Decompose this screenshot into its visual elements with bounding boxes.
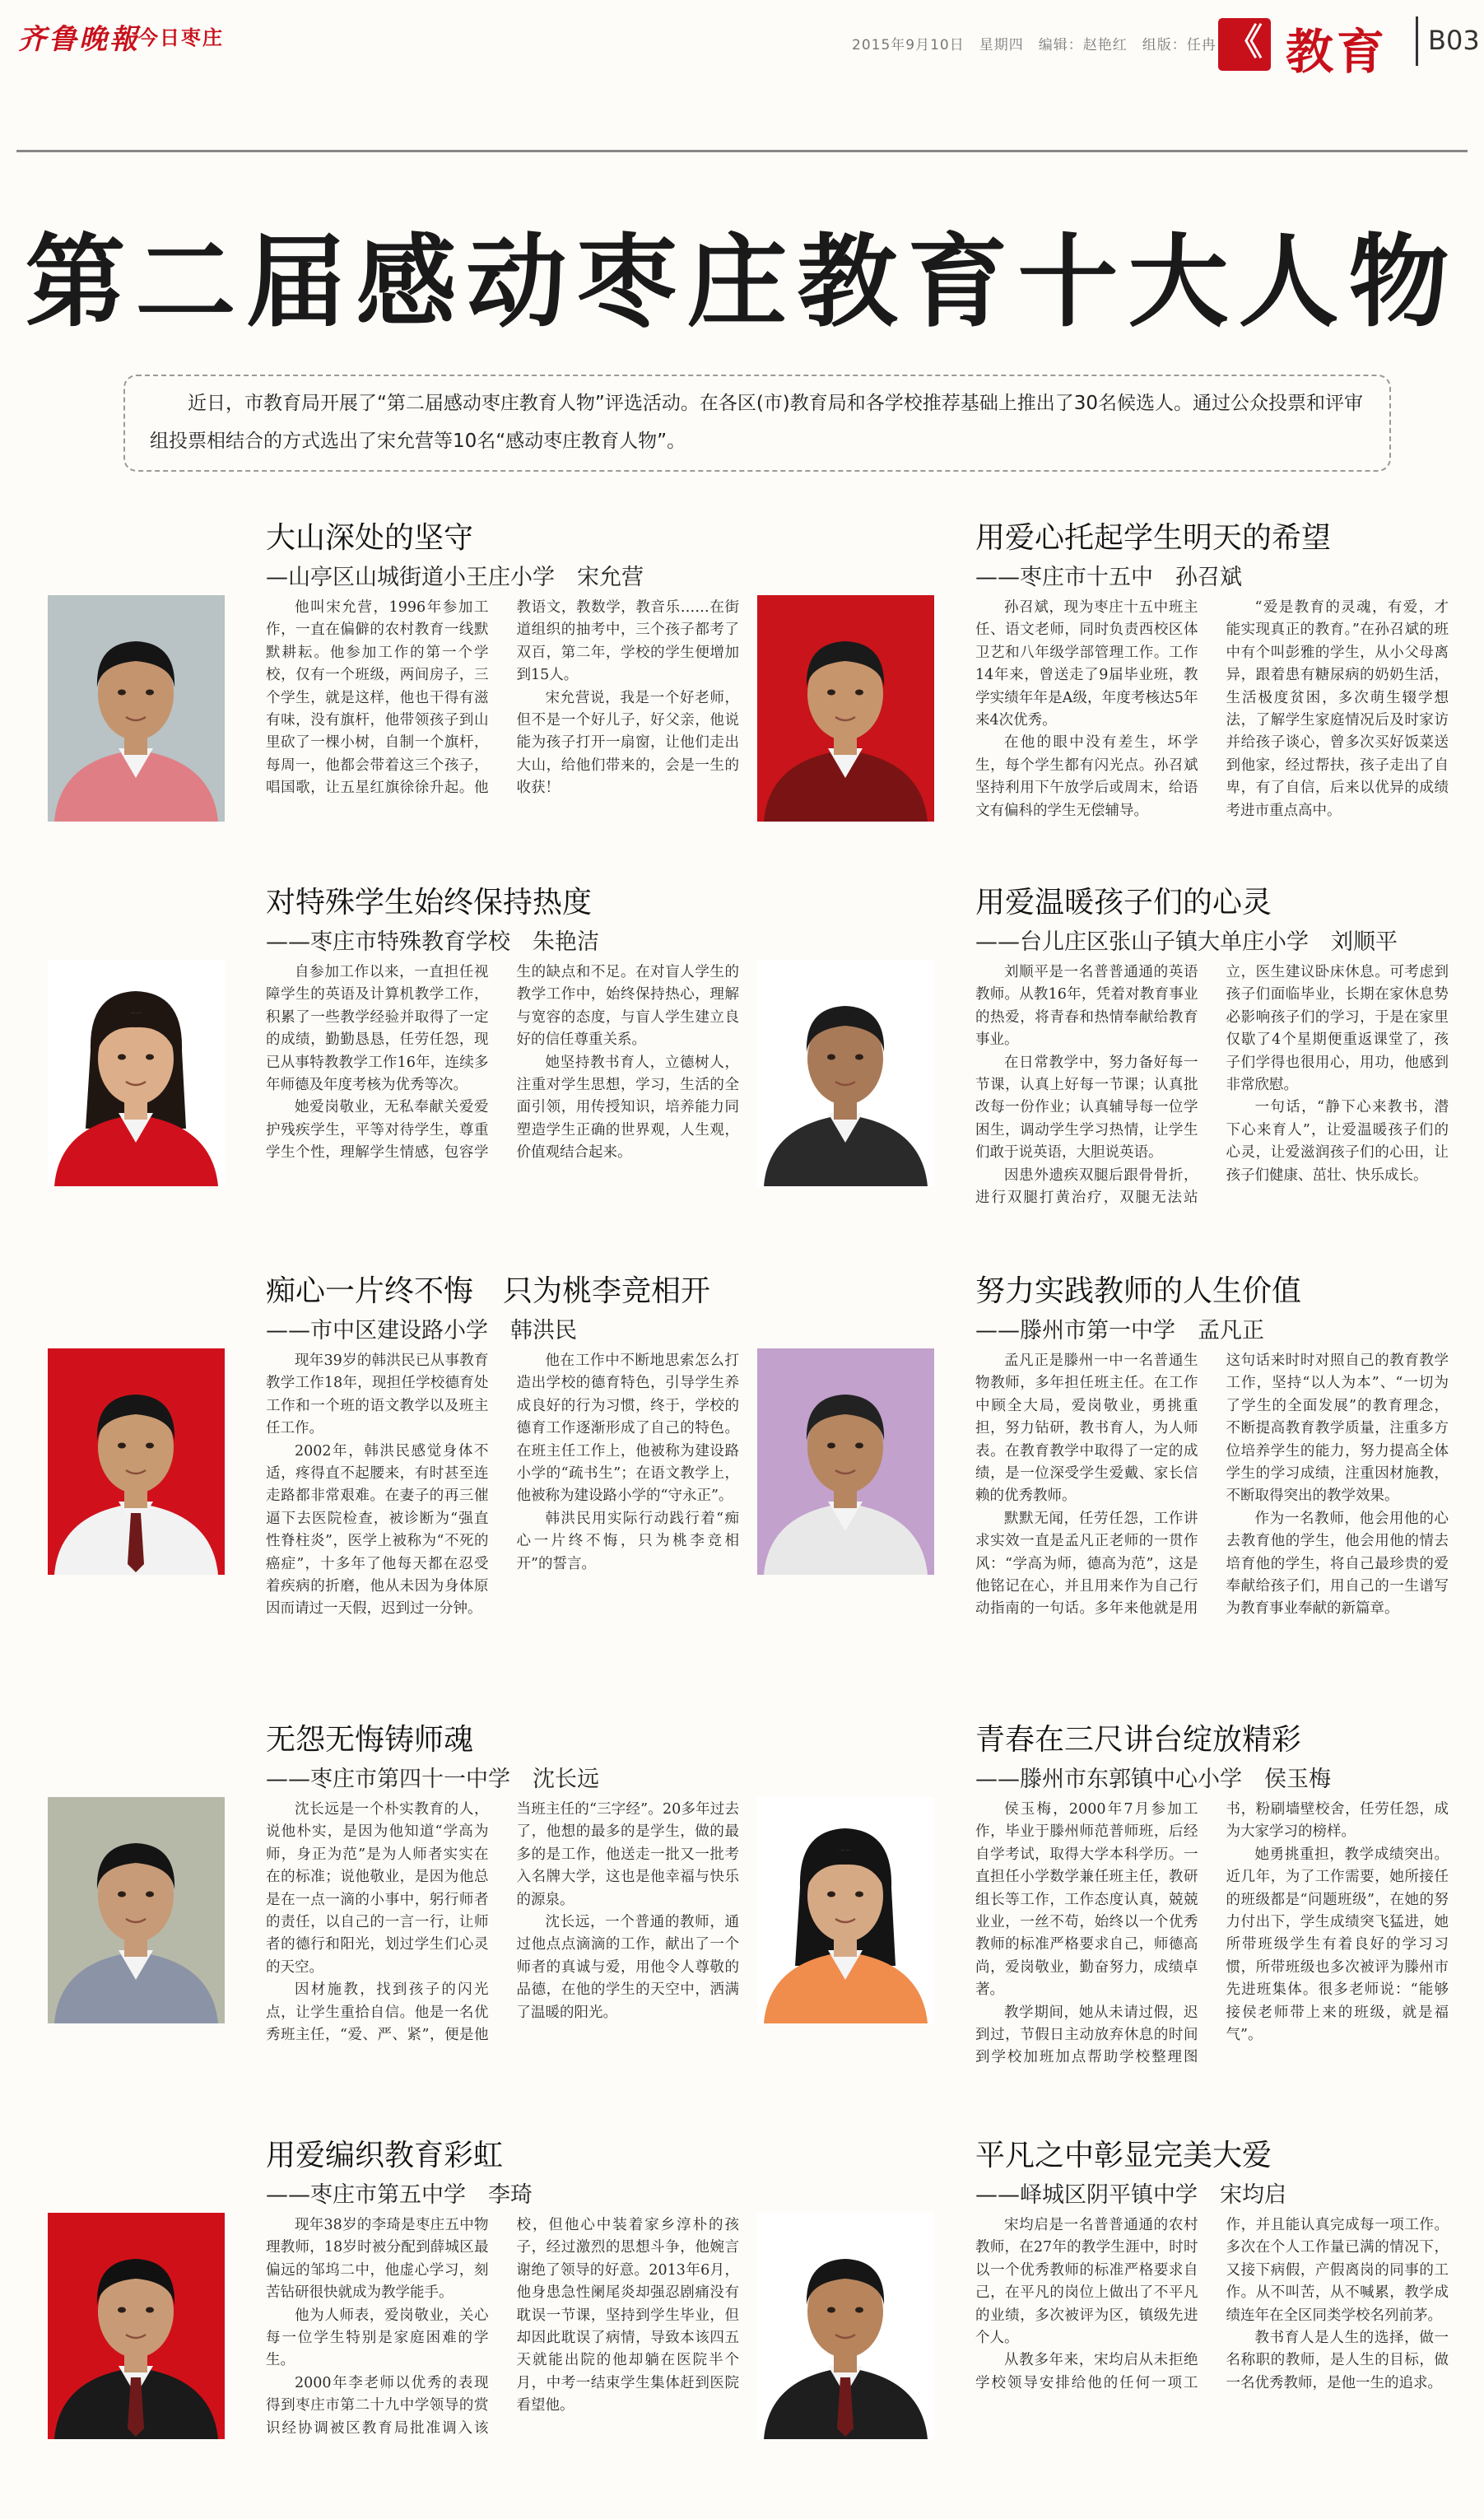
profile-subtitle: ——枣庄市第四十一中学 沈长远 [266,1767,599,1792]
profile-title: 青春在三尺讲台绽放精彩 [975,1723,1302,1757]
body-paragraph: 自参加工作以来，一直担任视障学生的英语及计算机教学工作，积累了一些教学经验并取得了一定的成绩，勤勤恳恳，任劳任怨，现已从事特教教学工作16年，连续多年师德及年度考核为优秀等次。 [266,964,489,1094]
body-paragraph: 作为一名教师，他会用他的心去教育他的学生，他会用他的情去培育他的学生，将自己最珍贵的爱奉献给孩子们，用自己的一生谱写为教育事业奉献的新篇章。 [1226,1510,1449,1618]
body-paragraph: 她坚持教书育人，立德树人，注重对学生思想，学习，生活的全面引领，用传授知识，培养能力同塑造学生正确的世界观，人生观，价值观结合起来。 [516,1054,739,1162]
body-paragraph: 在他的眼中没有差生，坏学生，每个学生都有闪光点。孙召斌坚持利用下午放学后或周末，给语文有偏科的学生无偿辅导。 [975,734,1198,819]
profile-subtitle: ——市中区建设路小学 韩洪民 [266,1318,577,1343]
body-paragraph: 宋均启是一名普普通通的农村教师，在27年的教学生涯中，时时以一个优秀教师的标准严格要求自己，在平凡的岗位上做出了不平凡的业绩，多次被评为区，镇级先进个人。 [975,2217,1198,2347]
portrait-photo [757,595,934,822]
portrait-photo [757,2213,934,2439]
body-paragraph: 侯玉梅，2000年7月参加工作，毕业于滕州师范普师班，后经自学考试，取得大学本科学历。一直担任小学数学兼任班主任，教研组长等工作，工作态度认真，兢兢业业，一丝不苟，始终以一个优秀教师的标准严格要求自己，师德高尚，爱岗敬业，勤奋努力，成绩卓著。 [975,1801,1198,1999]
masthead [0,0,1484,148]
left-eye [827,1892,835,1897]
intro-text: 近日，市教育局开展了“第二届感动枣庄教育人物”评选活动。在各区(市)教育局和各学校推荐基础上推出了30名候选人。通过公众投票和评审组投票相结合的方式选出了宋允营等10名“感动枣庄教育人物”。 [150,393,1364,452]
profile-subtitle: ——滕州市东郭镇中心小学 侯玉梅 [975,1767,1331,1792]
profile-title: 无怨无悔铸师魂 [266,1723,474,1757]
body-paragraph: 教学期间，她从未请过假，迟到过，节假日主动放弃休息的时间到学校加班加点帮助学校整理图书，粉刷墙壁校舍，任劳任怨，成为大家学习的榜样。 [975,1801,1449,2066]
right-eye [146,690,154,696]
profile-subtitle: ——枣庄市特殊教育学校 朱艳洁 [266,929,599,955]
portrait-photo [757,1797,934,2023]
profile-card [757,1268,1449,1655]
profile-card [48,515,739,901]
profile-body [975,1350,1449,1646]
right-eye [855,1443,863,1449]
profile-title: 用爱编织教育彩虹 [266,2139,504,2172]
body-paragraph: 孙召斌，现为枣庄十五中班主任、语文老师，同时负责西校区体卫艺和八年级学部管理工作。工作14年来，曾送走了9届毕业班，教学实绩年年是A级，年度考核达5年来4次优秀。 [975,599,1198,729]
profile-body [266,962,739,1258]
profile-card [757,515,1449,901]
left-eye [118,1892,126,1897]
right-eye [855,1892,863,1897]
profile-subtitle: ——台儿庄区张山子镇大单庄小学 刘顺平 [975,929,1398,955]
profile-card [48,1268,739,1655]
profile-body [975,1799,1449,2095]
page-headline: 第二届感动枣庄教育十大人物 [25,224,1459,341]
profile-card [757,2132,1449,2519]
profile-title: 痴心一片终不悔 只为桃李竞相开 [266,1274,711,1308]
profile-body [266,1799,739,2095]
profile-card [48,879,739,1266]
body-paragraph: 她爱岗敬业，无私奉献关爱爱护残疾学生，平等对待学生，尊重学生个性，理解学生情感，包容学生的缺点和不足。在对盲人学生的教学工作中，始终保持热心，理解与宽容的态度，与盲人学生建立良好的信任尊重关系。 [266,964,739,1162]
right-eye [146,2307,154,2313]
left-eye [118,1443,126,1449]
profile-subtitle: ——滕州市第一中学 孟凡正 [975,1318,1264,1343]
right-eye [146,1055,154,1060]
profile-card [48,1716,739,2103]
body-paragraph: 他为人师表，爱岗敬业，关心每一位学生特别是家庭困难的学生。 [266,2307,489,2369]
body-paragraph: 沈长远是一个朴实教育的人，说他朴实，是因为他知道“学高为师，身正为范”是为人师者实实在在的标准；说他敬业，是因为他总是在一点一滴的小事中，躬行师者的责任，以自己的一言一行，让师者的德行和阳光，划过学生们心灵的天空。 [266,1801,489,1976]
profile-subtitle: ——峄城区阴平镇中学 宋均启 [975,2182,1286,2208]
left-eye [118,690,126,696]
portrait-photo [48,2213,225,2439]
profile-title: 努力实践教师的人生价值 [975,1274,1302,1308]
section-chevron-icon: 《 [1218,18,1271,71]
left-eye [118,2307,126,2313]
profile-title: 用爱温暖孩子们的心灵 [975,886,1272,920]
left-eye [827,2307,835,2313]
intro-box [123,375,1391,472]
dateline: 2015年9月10日 星期四 编辑：赵艳红 组版：任冉 [852,37,1217,54]
left-eye [827,1443,835,1449]
body-paragraph: 她勇挑重担，教学成绩突出。近几年，为了工作需要，她所接任的班级都是“问题班级”，在她的努力付出下，学生成绩突飞猛进，她所带班级学生有着良好的学习习惯，所带班级也多次被评为滕州市先进班集体。很多老师说：“能够接侯老师带上来的班级，就是福气”。 [1226,1846,1449,2044]
profile-body [975,597,1449,893]
profile-body [266,1350,739,1646]
body-paragraph: 刘顺平是一名普普通通的英语教师。从教16年，凭着对教育事业的热爱，将青春和热情奉献给教育事业。 [975,964,1198,1049]
body-paragraph: 孟凡正是滕州一中一名普通生物教师，多年担任班主任。在工作中顾全大局，爱岗敬业，勇挑重担，努力钻研，教书育人，为人师表。在教育教学中取得了一定的成绩，是一位深受学生爱戴、家长信赖的优秀教师。 [975,1353,1198,1505]
right-eye [146,1892,154,1897]
right-eye [146,1443,154,1449]
profile-subtitle: —山亭区山城街道小王庄小学 宋允营 [266,565,644,590]
body-paragraph: 因材施教，找到孩子的闪光点，让学生重拾自信。他是一名优秀班主任，“爱、严、紧”，便是他当班主任的“三字经”。20多年过去了，他想的最多的是学生，做的最多的是工作，他送走一批又一批考入名牌大学，这也是他幸福与快乐的源泉。 [266,1801,739,2044]
profile-subtitle: ——枣庄市十五中 孙召斌 [975,565,1242,590]
body-paragraph: 从教多年来，宋均启从未拒绝学校领导安排给他的任何一项工作，并且能认真完成每一项工作。多次在个人工作量已满的情况下，又接下病假，产假离岗的同事的工作。从不叫苦，从不喊累，教学成绩连年在全区同类学校名列前茅。 [975,2217,1449,2391]
body-paragraph: 宋允营说，我是一个好老师，但不是一个好儿子，好父亲，他说能为孩子打开一扇窗，让他们走出大山，给他们带来的，会是一生的收获！ [516,689,739,797]
body-paragraph: 教书育人是人生的选择，做一名称职的教师，是人生的目标，做一名优秀教师，是他一生的追求。 [1226,2330,1449,2391]
body-paragraph: 因患外遗疾双腿后跟骨骨折，进行双腿打黄治疗，双腿无法站立，医生建议卧床休息。可考虑到孩子们面临毕业，长期在家休息势必影响孩子们的学习，于是在家里仅歇了4个星期便重返课堂了，孩子们学得也很用心，用功，他感到非常欣慰。 [975,964,1449,1207]
portrait-photo [48,1797,225,2023]
body-paragraph: 韩洪民用实际行动践行着“痴心一片终不悔，只为桃李竞相开”的誓言。 [516,1510,739,1572]
portrait-photo [48,595,225,822]
profile-body [975,2214,1449,2511]
body-paragraph: 默默无闻，任劳任怨，工作讲求实效一直是孟凡正老师的一贯作风：“学高为师，德高为范”，这是他铭记在心，并且用来作为自己行动指南的一句话。多年来他就是用这句话来时时对照自己的教育教学工作，坚持“以人为本”、“一切为了学生的全面发展”的教育理念，不断提高教育教学质量，注重多方位培养学生的能力，努力提高全体学生的学习成绩，注重因材施教，不断取得突出的教学效果。 [975,1353,1449,1618]
left-eye [827,1055,835,1060]
body-paragraph: 现年38岁的李琦是枣庄五中物理教师，18岁时被分配到薛城区最偏远的邹坞二中，他虚心学习，刻苦钻研很快就成为教学能手。 [266,2217,489,2302]
newspaper-logo: 齐鲁晚報 [18,23,140,56]
left-eye [827,690,835,696]
profile-title: 大山深处的坚守 [266,521,474,555]
profile-body [266,2214,739,2511]
section-name: 教育 [1286,24,1389,80]
portrait-photo [757,1348,934,1575]
profile-card [48,2132,739,2519]
body-paragraph: 一句话，“静下心来教书，潜下心来育人”，让爱温暖孩子们的心灵，让爱滋润孩子们的心田，让孩子们健康、茁壮、快乐成长。 [1226,1099,1449,1184]
body-paragraph: 2002年，韩洪民感觉身体不适，疼得直不起腰来，有时甚至连走路都非常艰难。在妻子的再三催逼下去医院检查，被诊断为“强直性脊柱炎”，医学上被称为“不死的癌症”，十多年了他每天都在忍受着疾病的折磨，他从未因为身体原因而请过一天假，迟到过一分钟。 [266,1442,489,1618]
body-paragraph: 2000年李老师以优秀的表现得到枣庄市第二十九中学领导的赏识经协调被区教育局批准调入该校，但他心中装着家乡淳朴的孩子，经过激烈的思想斗争，他婉言谢绝了领导的好意。2013年6月，他身患急性阑尾炎却强忍剧痛没有耽误一节课，坚持到学生毕业，但却因此耽误了病情，导致本该四五天就能出院的他却躺在医院半个月，中考一结束学生集体赶到医院看望他。 [266,2217,739,2437]
profile-card [757,1716,1449,2103]
profile-card [757,879,1449,1266]
body-paragraph: 他在工作中不断地思索怎么打造出学校的德育特色，引导学生养成良好的行为习惯，终于，学校的德育工作逐渐形成了自己的特色。在班主任工作上，他被称为建设路小学的“疏书生”；在语文教学上，他被称为建设路小学的“守永正”。 [516,1353,739,1505]
page-number: B03 [1416,16,1480,66]
body-paragraph: 在日常教学中，努力备好每一节课，认真上好每一节课；认真批改每一份作业；认真辅导每一位学困生，调动学生学习热情，让学生们敢于说英语，大胆说英语。 [975,1054,1198,1162]
edition-name: 今日枣庄 [138,26,224,49]
masthead-divider [16,150,1468,152]
right-eye [855,2307,863,2313]
right-eye [855,1055,863,1060]
right-eye [855,690,863,696]
portrait-photo [757,960,934,1186]
profile-body [266,597,739,893]
profile-title: 平凡之中彰显完美大爱 [975,2139,1272,2172]
left-eye [118,1055,126,1060]
portrait-photo [48,960,225,1186]
body-paragraph: “爱是教育的灵魂，有爱，才能实现真正的教育。”在孙召斌的班中有个叫彭雅的学生，从小父母离异，跟着患有糖尿病的奶奶生活，生活极度贫困，多次萌生辍学想法，了解学生家庭情况后及时家访并给孩子谈心，曾多次买好饭菜送到他家，经过帮扶，孩子走出了自卑，有了自信，后来以优异的成绩考进市重点高中。 [1226,599,1449,819]
profile-title: 对特殊学生始终保持热度 [266,886,593,920]
body-paragraph: 他叫宋允营，1996年参加工作，一直在偏僻的农村教育一线默默耕耘。他参加工作的第一个学校，仅有一个班级，两间房子，三个学生，就是这样，他也干得有滋有味，没有旗杆，他带领孩子到山里砍了一棵小树，自制一个旗杆，每周一，他都会带着这三个孩子，唱国歌，让五星红旗徐徐升起。他教语文，教数学，教音乐……在街道组织的抽考中，三个孩子都考了双百，第二年，学校的学生便增加到15人。 [266,599,739,797]
body-paragraph: 沈长远，一个普通的教师，通过他点点滴滴的工作，献出了一个师者的真诚与爱，用他令人尊敬的品德，在他的学生的天空中，洒满了温暖的阳光。 [516,1914,739,2021]
profile-body [975,962,1449,1258]
profile-title: 用爱心托起学生明天的希望 [975,521,1332,555]
profile-subtitle: ——枣庄市第五中学 李琦 [266,2182,533,2208]
body-paragraph: 现年39岁的韩洪民已从事教育教学工作18年，现担任学校德育处工作和一个班的语文教学以及班主任工作。 [266,1353,489,1437]
portrait-photo [48,1348,225,1575]
